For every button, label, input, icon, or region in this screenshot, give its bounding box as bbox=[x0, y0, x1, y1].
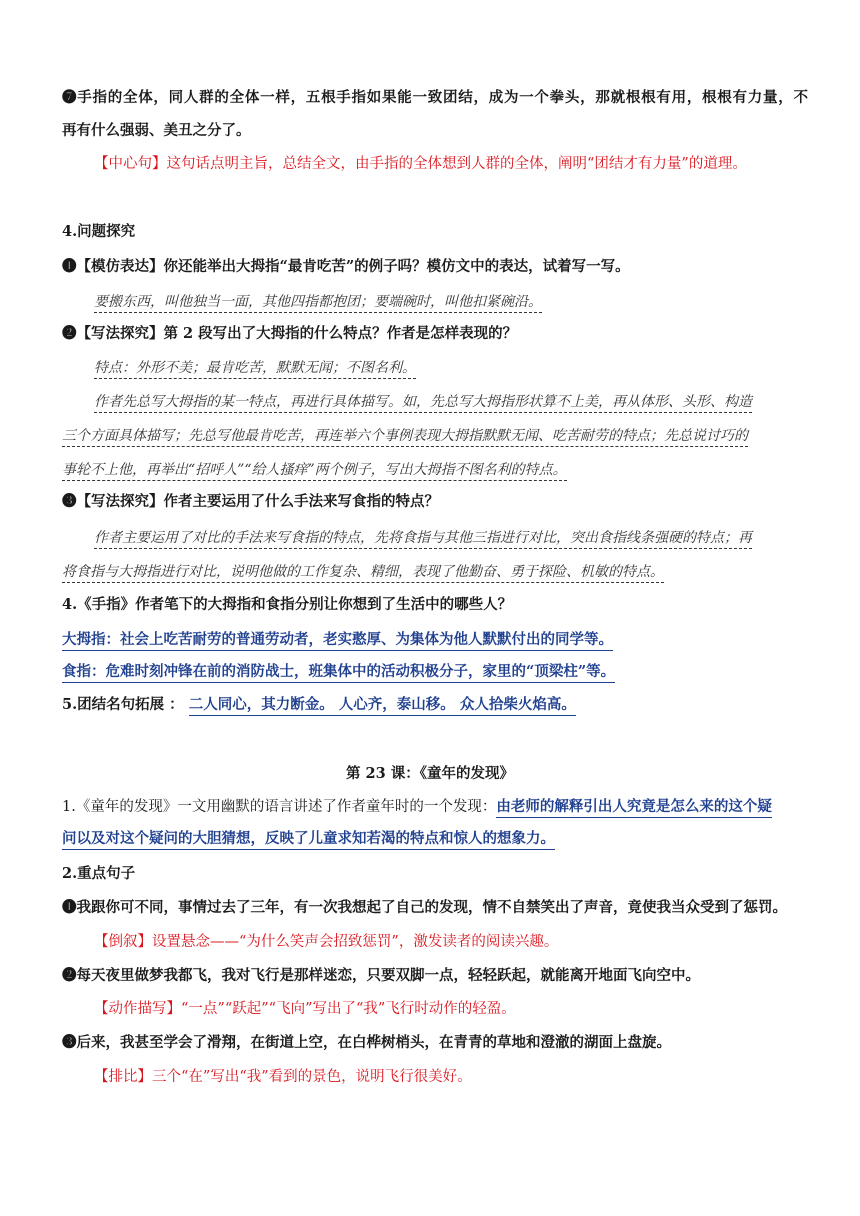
lesson-23-item-1-line2: 问以及对这个疑问的大胆猜想，反映了儿童求知若渴的特点和惊人的想象力。 bbox=[62, 829, 808, 849]
question-1-label: ❶【模仿表达】 bbox=[62, 258, 164, 275]
question-2-answer-line1: 作者先总写大拇指的某一特点，再进行具体描写。如，先总写大拇指形状算不上美，再从体形、头形、构造 bbox=[94, 392, 808, 412]
lesson-23-key-sentences-heading: 2.重点句子 bbox=[62, 865, 136, 882]
question-5-label: 5.团结名句拓展 ： bbox=[62, 696, 184, 713]
question-2-answer-line2: 三个方面具体描写；先总写他最肯吃苦，再连举六个事例表现大拇指默默无闻、吃苦耐劳的特点；先总说讨巧的 bbox=[62, 426, 808, 446]
key-sentence-1: ❶我跟你可不同，事情过去了三年，有一次我想起了自己的发现，情不自禁笑出了声音，竟使我当众受到了惩罚。 bbox=[62, 899, 787, 916]
question-3-answer-line1: 作者主要运用了对比的手法来写食指的特点，先将食指与其他三指进行对比，突出食指线条强硬的特点；再 bbox=[94, 528, 808, 548]
key-sentence-1-note: 【倒叙】设置悬念——“为什么笑声会招致惩罚”，激发读者的阅读兴趣。 bbox=[94, 934, 559, 950]
question-3-answer-line2: 将食指与大拇指进行对比，说明他做的工作复杂、精细，表现了他勤奋、勇于探险、机敏的特点。 bbox=[62, 562, 808, 582]
item-1-prefix: 1.《童年的发现》一文用幽默的语言讲述了作者童年时的一个发现： bbox=[62, 799, 497, 815]
question-1-answer: 要搬东西，叫他独当一面，其他四指都抱团；要端碗时，叫他扣紧碗沿。 bbox=[94, 292, 808, 312]
question-3-label: ❸【写法探究】 bbox=[62, 493, 164, 510]
answer-thumb: 大拇指：社会上吃苦耐劳的普通劳动者，老实憨厚、为集体为他人默默付出的同学等。 bbox=[62, 630, 808, 650]
section-heading-problem-inquiry: 4.问题探究 bbox=[62, 223, 136, 240]
note-tag: 【中心句】 bbox=[94, 156, 167, 172]
question-3-text: 作者主要运用了什么手法来写食指的特点？ bbox=[163, 493, 439, 510]
question-5 bbox=[62, 695, 808, 715]
question-1 bbox=[62, 257, 808, 277]
lesson-23-title: 第 23 课：《童年的发现》 bbox=[345, 765, 515, 782]
note-text: 这句话点明主旨，总结全文，由手指的全体想到人群的全体，阐明“团结才有力量”的道理。 bbox=[166, 156, 747, 172]
question-3 bbox=[62, 492, 808, 512]
question-5-answer: 二人同心，其力断金。 人心齐，泰山移。 众人拾柴火焰高。 bbox=[189, 696, 576, 716]
question-people: 4.《手指》作者笔下的大拇指和食指分别让你想到了生活中的哪些人？ bbox=[62, 596, 513, 613]
question-2-text: 第 2 段写出了大拇指的什么特点？作者是怎样表现的？ bbox=[163, 325, 518, 342]
key-sentence-2: ❷每天夜里做梦我都飞，我对飞行是那样迷恋，只要双脚一点，轻轻跃起，就能离开地面飞向空中。 bbox=[62, 967, 700, 984]
sentence-7-line1: ❼手指的全体，同人群的全体一样，五根手指如果能一致团结，成为一个拳头，那就根根有用，根根有力量，不 bbox=[62, 89, 808, 106]
lesson-23-item-1 bbox=[62, 797, 808, 817]
key-sentence-3: ❸后来，我甚至学会了滑翔，在街道上空，在白桦树梢头，在青青的草地和澄澈的湖面上盘旋。 bbox=[62, 1034, 671, 1051]
key-sentence-3-note: 【排比】三个“在”写出“我”看到的景色，说明飞行很美好。 bbox=[94, 1069, 472, 1085]
question-2 bbox=[62, 324, 808, 344]
question-1-text: 你还能举出大拇指“最肯吃苦”的例子吗？模仿文中的表达，试着写一写。 bbox=[163, 258, 630, 275]
question-2-label: ❷【写法探究】 bbox=[62, 325, 164, 342]
answer-index-finger: 食指：危难时刻冲锋在前的消防战士，班集体中的活动积极分子，家里的“顶梁柱”等。 bbox=[62, 662, 808, 682]
question-2-answer-line3: 事轮不上他，再举出“招呼人”“给人搔痒”两个例子，写出大拇指不图名利的特点。 bbox=[62, 460, 808, 480]
item-1-answer-line1: 由老师的解释引出人究竟是怎么来的这个疑 bbox=[496, 798, 772, 818]
sentence-7-line2: 再有什么强弱、美丑之分了。 bbox=[62, 122, 251, 139]
question-2-answer-traits: 特点：外形不美；最肯吃苦，默默无闻；不图名利。 bbox=[94, 358, 808, 378]
central-sentence-note bbox=[94, 154, 808, 174]
key-sentence-2-note: 【动作描写】“一点”“跃起”“飞向”写出了“我”飞行时动作的轻盈。 bbox=[94, 1001, 516, 1017]
